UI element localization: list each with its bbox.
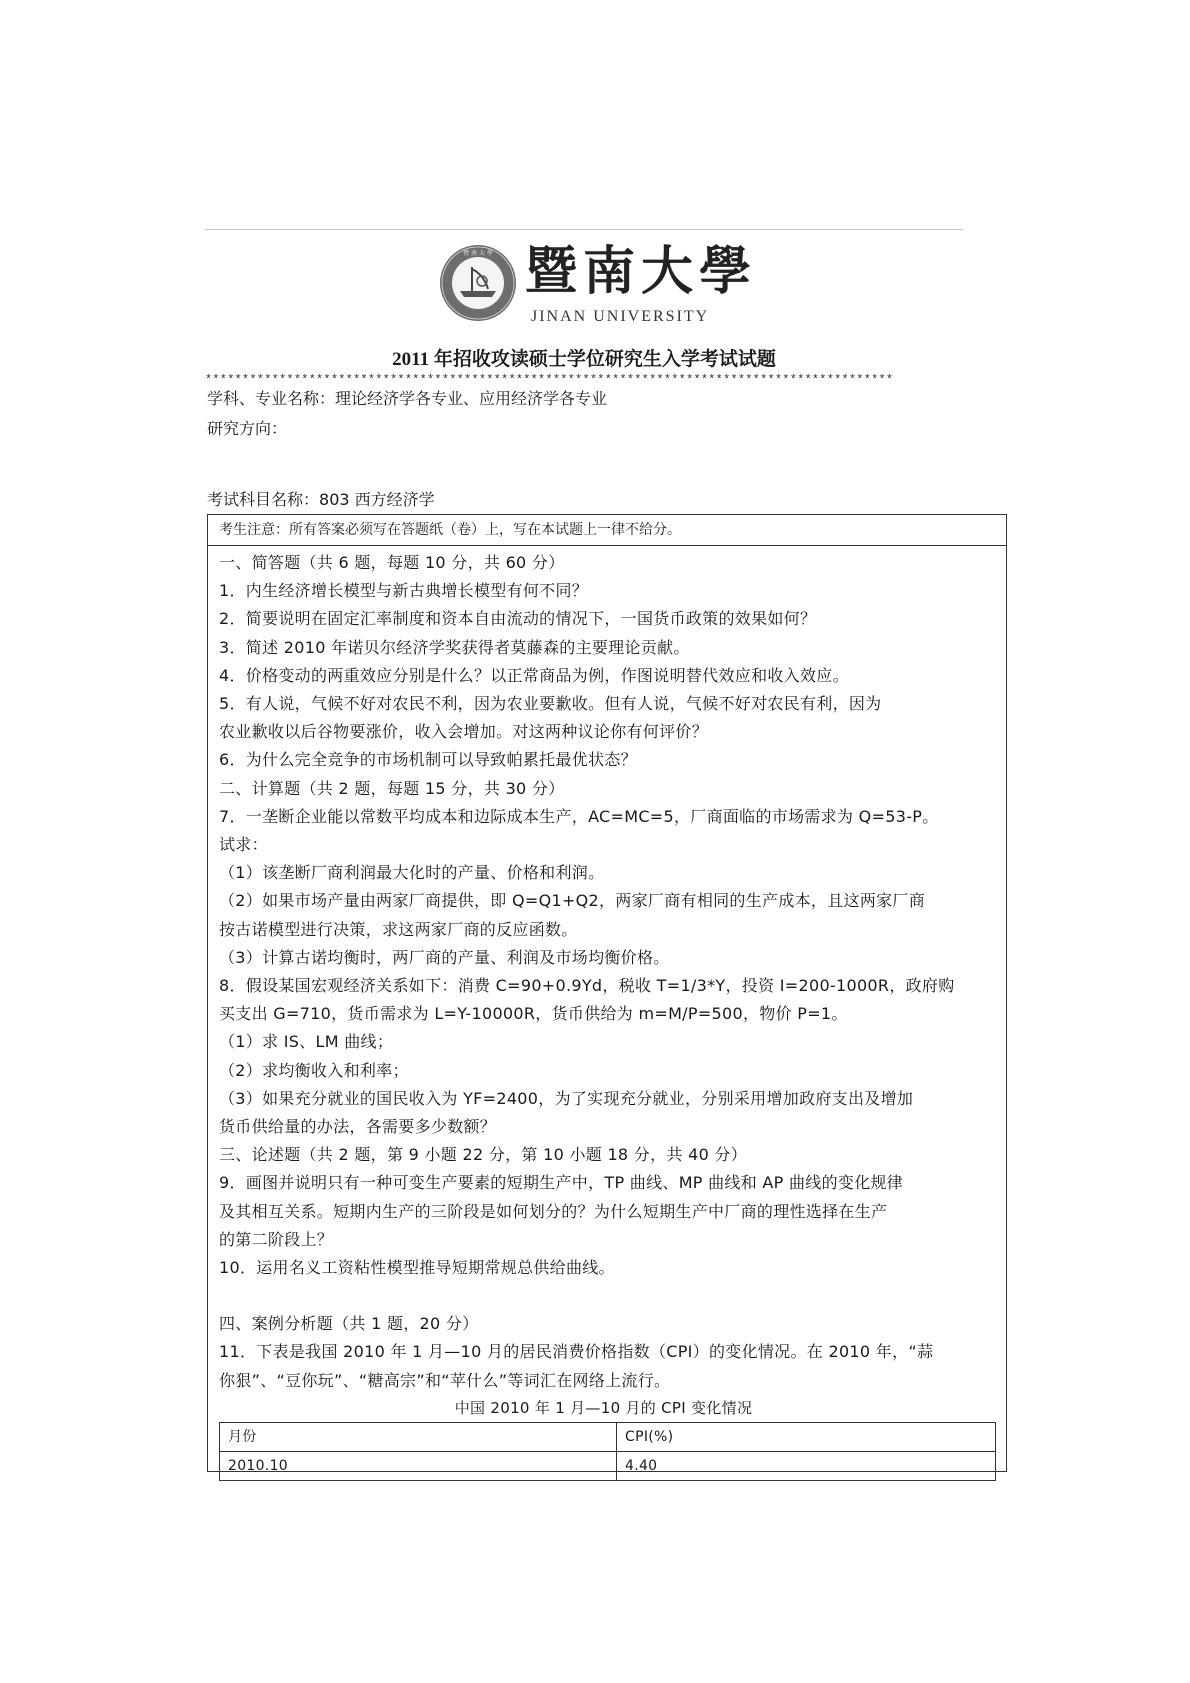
candidate-notice: 考生注意：所有答案必须写在答题纸（卷）上，写在本试题上一律不给分。 (208, 515, 1006, 546)
question-line: 及其相互关系。短期内生产的三阶段是如何划分的？为什么短期生产中厂商的理性选择在生产 (219, 1201, 888, 1221)
cell-cpi: 4.40 (617, 1452, 996, 1481)
exam-title: 2011 年招收攻读硕士学位研究生入学考试试题 (392, 349, 776, 370)
column-header-month: 月份 (220, 1422, 617, 1451)
question-content (208, 546, 1006, 1481)
major-label: 学科、专业名称： (207, 389, 336, 408)
question-line: 8．假设某国宏观经济关系如下：消费 C=90+0.9Yd，税收 T=1/3*Y，投资 I=200-1000R，政府购 (219, 976, 955, 996)
section-heading: 二、计算题（共 2 题，每题 15 分，共 30 分） (219, 778, 565, 798)
column-header-cpi: CPI(%) (617, 1422, 996, 1451)
question-line: （1）求 IS、LM 曲线； (219, 1032, 394, 1052)
subject-label: 考试科目名称： (207, 490, 320, 509)
table-caption: 中国 2010 年 1 月—10 月的 CPI 变化情况 (454, 1398, 753, 1417)
section-heading: 四、案例分析题（共 1 题，20 分） (219, 1314, 479, 1334)
question-line: 9．画图并说明只有一种可变生产要素的短期生产中，TP 曲线、MP 曲线和 AP 曲线的变化规律 (219, 1173, 904, 1193)
question-line: 4．价格变动的两重效应分别是什么？以正常商品为例，作图说明替代效应和收入效应。 (219, 665, 849, 685)
question-line: （3）计算古诺均衡时，两厂商的产量、利润及市场均衡价格。 (219, 947, 670, 967)
question-line: 5．有人说，气候不好对农民不利，因为农业要歉收。但有人说，气候不好对农民有利，因为 (219, 694, 882, 714)
cpi-table (219, 1422, 996, 1481)
question-line: 货币供给量的办法，各需要多少数额？ (219, 1117, 497, 1137)
question-line: （3）如果充分就业的国民收入为 YF=2400，为了实现充分就业，分别采用增加政府支出及增加 (219, 1088, 914, 1108)
table-header-row (220, 1422, 996, 1451)
question-line: 10．运用名义工资粘性模型推导短期常规总供给曲线。 (219, 1258, 615, 1278)
question-line: 按古诺模型进行决策，求这两家厂商的反应函数。 (219, 919, 578, 939)
university-name-cn: 暨南大學 (525, 241, 758, 302)
exam-question-box (207, 514, 1007, 1475)
question-line: 的第二阶段上？ (219, 1229, 334, 1249)
major-value: 理论经济学各专业、应用经济学各专业 (335, 389, 608, 408)
document-header (205, 240, 963, 330)
direction-line (207, 416, 287, 439)
question-line: 试求： (219, 835, 268, 855)
question-line: 农业歉收以后谷物要涨价，收入会增加。对这两种议论你有何评价？ (219, 722, 709, 742)
question-line: 3．简述 2010 年诺贝尔经济学奖获得者莫藤森的主要理论贡献。 (219, 637, 690, 657)
question-line: （1）该垄断厂商利润最大化时的产量、价格和利润。 (219, 863, 605, 883)
star-separator: ********************************************************************************************* (205, 373, 894, 387)
top-divider (205, 229, 963, 230)
question-line: 7．一垄断企业能以常数平均成本和边际成本生产，AC=MC=5，厂商面临的市场需求为 Q=53-P。 (219, 806, 939, 826)
blank-spacer (219, 1282, 1006, 1310)
table-row (220, 1452, 996, 1481)
question-line: 2．简要说明在固定汇率制度和资本自由流动的情况下，一国货币政策的效果如何？ (219, 609, 817, 629)
question-line: 6．为什么完全竞争的市场机制可以导致帕累托最优状态？ (219, 750, 637, 770)
section-heading: 三、论述题（共 2 题，第 9 小题 22 分，第 10 小题 18 分，共 40 分） (219, 1145, 748, 1165)
question-line: 11．下表是我国 2010 年 1 月—10 月的居民消费价格指数（CPI）的变化情况。在 2010 年，“蒜 (219, 1342, 934, 1362)
svg-text:暨 南 大 學: 暨 南 大 學 (463, 250, 493, 257)
subject-line (207, 487, 435, 510)
direction-label: 研究方向： (207, 419, 288, 438)
question-line: （2）求均衡收入和利率； (219, 1060, 409, 1080)
question-line: 你狠”、“豆你玩”、“糖高宗”和“苹什么”等词汇在网络上流行。 (219, 1370, 671, 1390)
section-heading: 一、简答题（共 6 题，每题 10 分，共 60 分） (219, 553, 565, 572)
university-name-en: JINAN UNIVERSITY (531, 308, 710, 325)
question-line: （2）如果市场产量由两家厂商提供，即 Q=Q1+Q2，两家厂商有相同的生产成本，且这两家厂商 (219, 891, 926, 911)
question-line: 买支出 G=710，货币需求为 L=Y-10000R，货币供给为 m=M/P=500，物价 P=1。 (219, 1004, 848, 1024)
major-line (207, 386, 607, 409)
cell-month: 2010.10 (220, 1452, 617, 1481)
question-line: 1．内生经济增长模型与新古典增长模型有何不同？ (219, 581, 589, 601)
subject-value: 803 西方经济学 (319, 490, 435, 509)
university-seal-icon (438, 243, 518, 323)
